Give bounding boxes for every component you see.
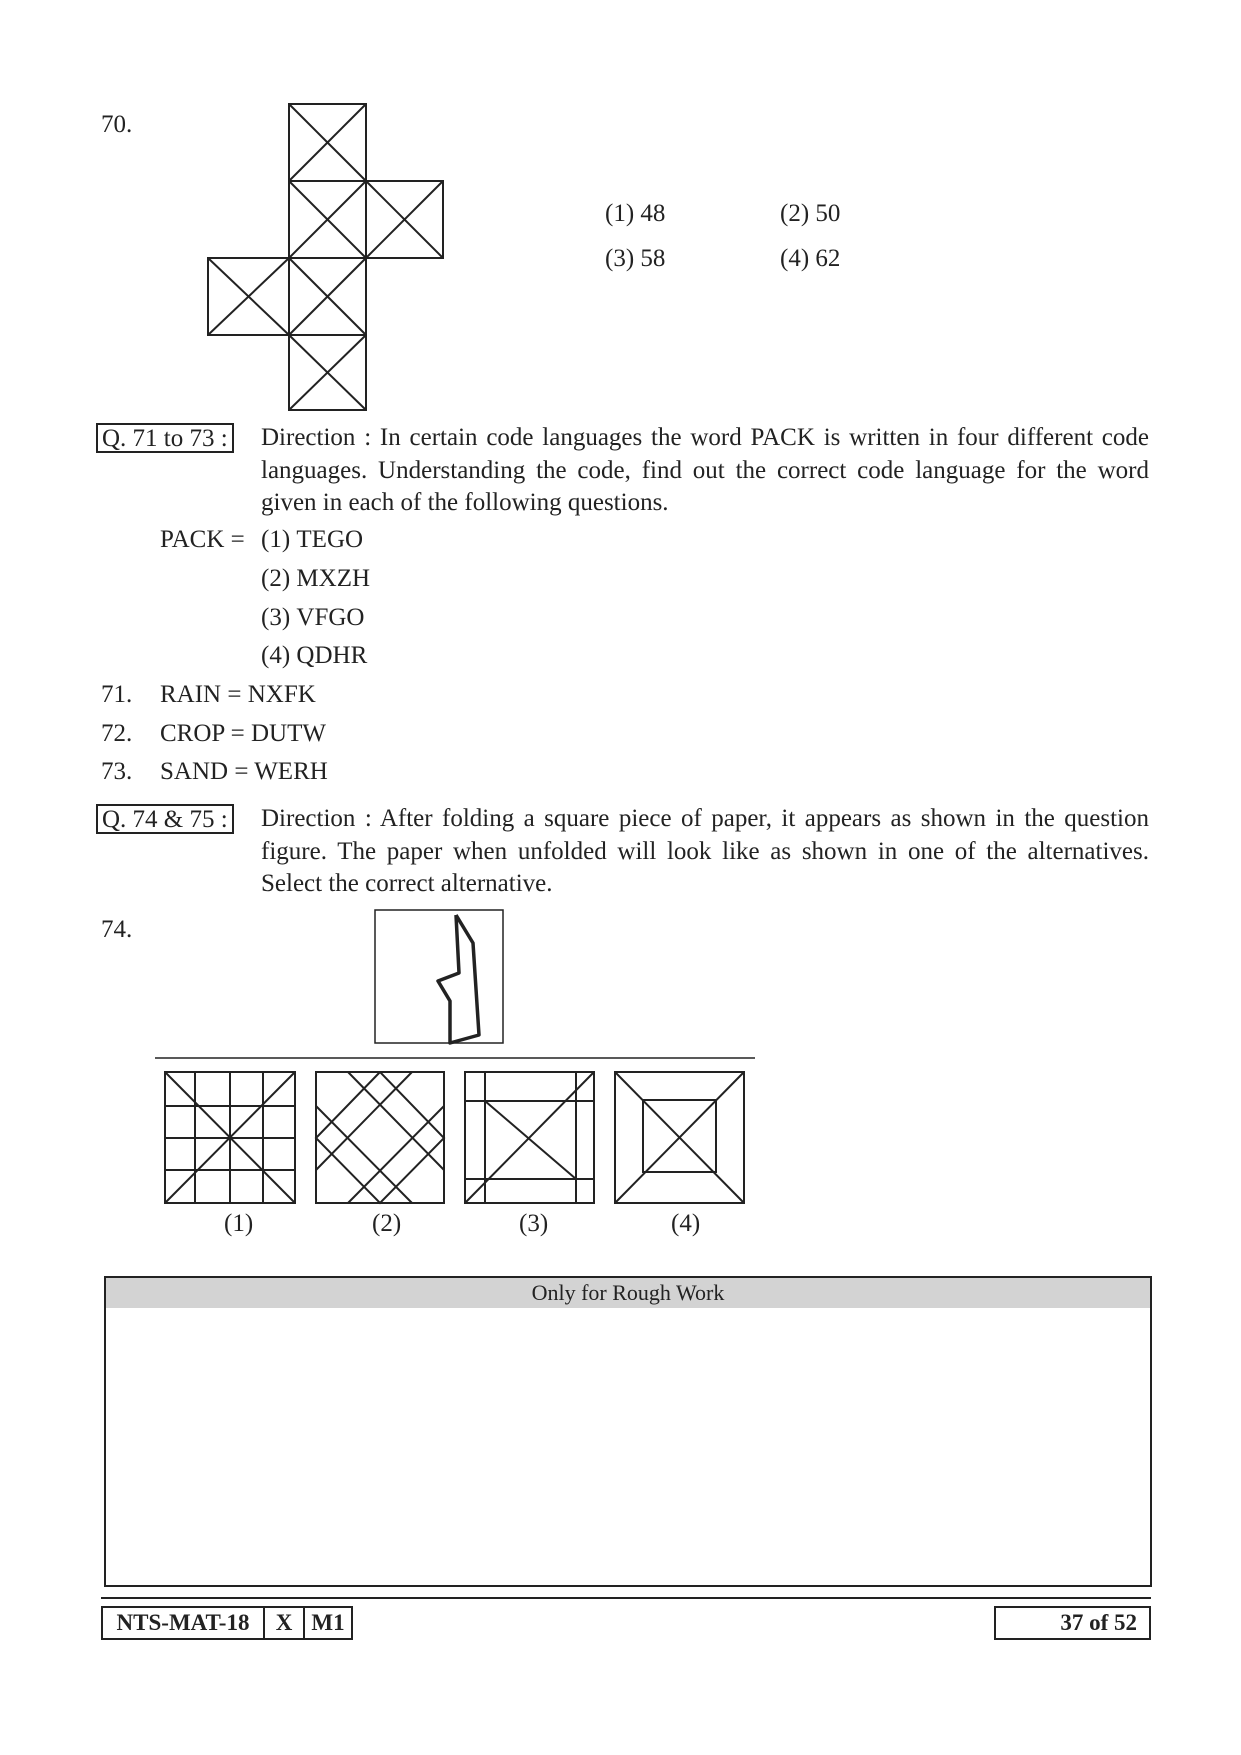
q74-alternative-3-figure (461, 1068, 598, 1207)
q74-alternative-4-figure (611, 1068, 747, 1207)
q74-alternative-2-label: (2) (372, 1210, 402, 1237)
q71-73-direction: Direction : In certain code languages the word PACK is written in four different code languages. Understanding the code, find out the correct code language for the word given in each of the following questions. (261, 424, 1149, 516)
footer-paper-code: NTS-MAT-18 (101, 1606, 265, 1640)
footer-set: M1 (303, 1606, 353, 1640)
q70-cube-net-figure (200, 100, 450, 415)
q74-alternative-4-label: (4) (671, 1210, 701, 1237)
q74-75-label-box: Q. 74 & 75 : (96, 804, 234, 834)
pack-prefix: PACK = (160, 526, 245, 553)
footer-page-number: 37 of 52 (994, 1606, 1151, 1640)
q73-number: 73. (101, 758, 133, 785)
q72-number: 72. (101, 720, 133, 747)
q74-alternative-1-figure (162, 1068, 298, 1207)
q74-number: 74. (101, 916, 133, 943)
rough-work-title: Only for Rough Work (106, 1278, 1150, 1308)
q74-alternative-3-label: (3) (519, 1210, 549, 1237)
q72-text: CROP = DUTW (160, 720, 326, 747)
pack-code-4: (4) QDHR (261, 642, 368, 669)
q74-question-figure (370, 905, 510, 1050)
q70-number: 70. (101, 111, 133, 138)
q70-option-2: (2) 50 (780, 200, 841, 227)
q71-number: 71. (101, 681, 133, 708)
pack-code-2: (2) MXZH (261, 565, 371, 592)
footer-code-box (101, 1606, 353, 1640)
q70-option-3: (3) 58 (605, 245, 666, 272)
footer-rule (101, 1597, 1151, 1599)
q74-alternative-1-label: (1) (224, 1210, 254, 1237)
pack-code-3: (3) VFGO (261, 604, 365, 631)
q70-option-4: (4) 62 (780, 245, 841, 272)
pack-code-1: (1) TEGO (261, 526, 364, 553)
q71-73-label-box: Q. 71 to 73 : (96, 423, 234, 453)
q74-figure-divider (155, 1057, 755, 1059)
q73-text: SAND = WERH (160, 758, 328, 785)
q74-75-direction: Direction : After folding a square piece of paper, it appears as shown in the question figure. The paper when unfolded will look like as shown in one of the alternatives. Select the correct alternative. (261, 805, 1149, 897)
footer-class: X (263, 1606, 305, 1640)
q70-option-1: (1) 48 (605, 200, 666, 227)
q74-alternative-2-figure (312, 1068, 448, 1207)
rough-work-box (104, 1276, 1152, 1587)
q71-text: RAIN = NXFK (160, 681, 316, 708)
